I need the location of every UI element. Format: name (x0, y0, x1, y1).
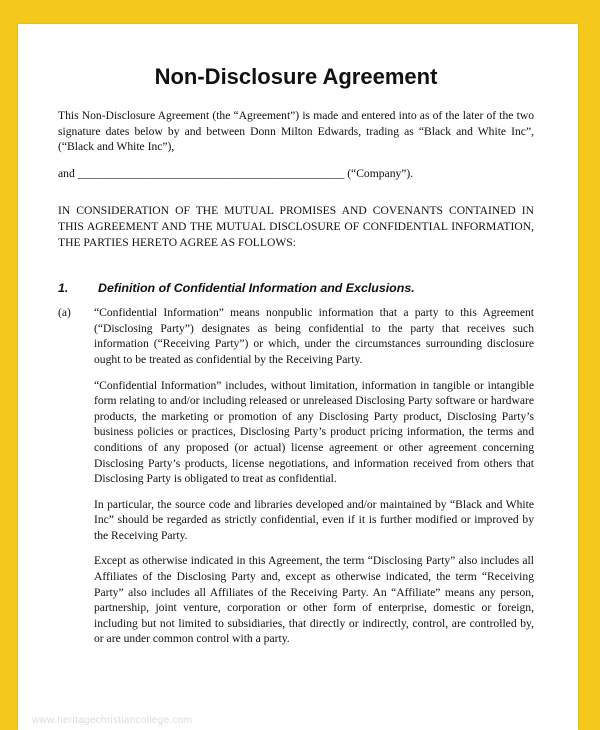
section-heading (58, 280, 534, 296)
clause-body (94, 305, 534, 657)
consideration-paragraph: IN CONSIDERATION OF THE MUTUAL PROMISES AND COVENANTS CONTAINED IN THIS AGREEMENT AND THE MUTUAL DISCLOSURE OF CONFIDENTIAL INFORMATION, THE PARTIES HERETO AGREE AS FOLLOWS: (58, 204, 534, 249)
document-content (58, 64, 534, 657)
document-page (18, 24, 578, 730)
clause-paragraph: Except as otherwise indicated in this Agreement, the term “Disclosing Party” also includes all Affiliates of the Disclosing Party and, except as otherwise indicated, the term “Receiving Party” also includes all Affiliates of the Receiving Party. An “Affiliate” means any person, partnership, joint venture, corporation or other form of enterprise, domestic or foreign, including but not limited to subsidiaries, that directly or indirectly, control, are controlled by, or are under common control with a party. (94, 554, 534, 646)
section-number: 1. (58, 281, 69, 296)
clause-marker: (a) (58, 306, 71, 320)
company-line: and ______________________________________________ (“Company”). (58, 166, 414, 180)
clause-a (58, 305, 534, 657)
clause-paragraph: In particular, the source code and libraries developed and/or maintained by “Black and White Inc” should be regarded as strictly confidential, even if it is further modified or improved by the Receiving Party. (94, 497, 534, 542)
intro-paragraph: This Non-Disclosure Agreement (the “Agreement”) is made and entered into as of the later of the two signature dates below by and between Donn Milton Edwards, trading as “Black and White Inc”, (“Black and White Inc”), (58, 109, 534, 154)
clause-paragraph: “Confidential Information” means nonpublic information that a party to this Agreement (“Disclosing Party”) designates as being confidential to the party that receives such information (“Receiving Party”) or which, under the circumstances surrounding disclosure ought to be treated as confidential by the Receiving Party. (94, 306, 534, 366)
document-title: Non-Disclosure Agreement (154, 64, 438, 89)
watermark-text: www.heritagechristiancollege.com (32, 715, 193, 726)
section-title: Definition of Confidential Information and Exclusions. (98, 281, 415, 296)
clause-paragraph: “Confidential Information” includes, without limitation, information in tangible or intangible form relating to and/or including released or unreleased Disclosing Party software or hardware products, the marketing or promotion of any Disclosing Party product, Disclosing Party’s business policies or practices, Disclosing Party’s product pricing information, the terms and conditions of any proposed (or actual) license agreement or other agreement concerning Disclosing Party’s products, license negotiations, and information received from others that Disclosing Party is obligated to treat as confidential. (94, 378, 534, 486)
